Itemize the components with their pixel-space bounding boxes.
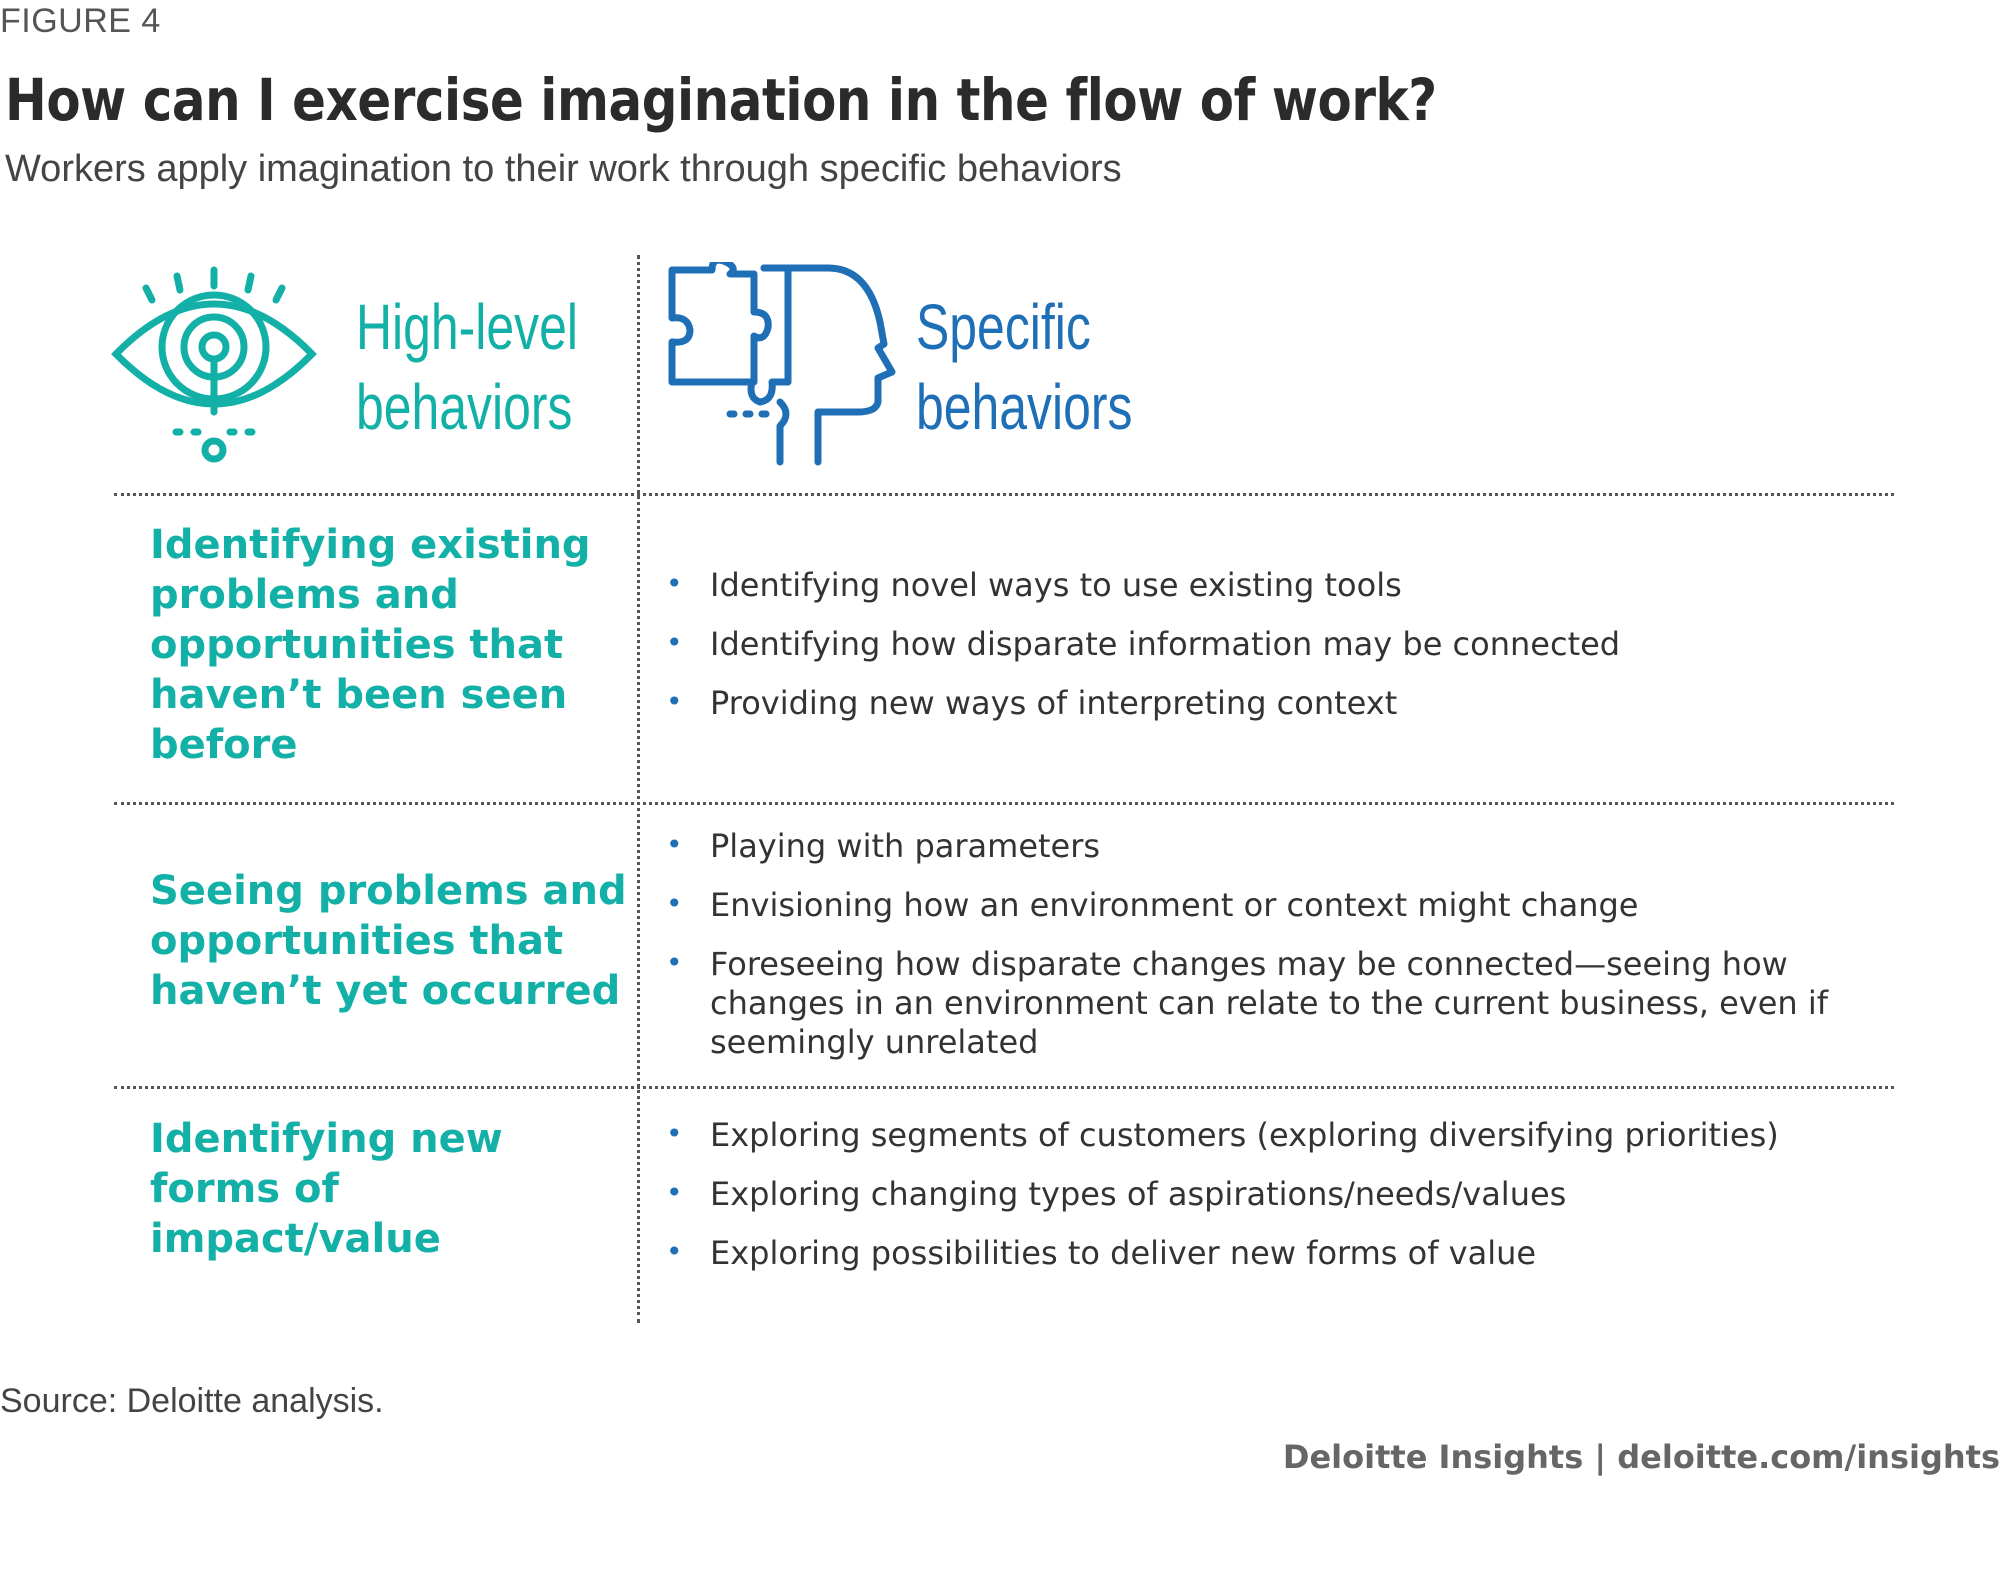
puzzle-head-icon bbox=[668, 262, 898, 472]
bullet-icon: • bbox=[666, 685, 683, 718]
bullet-text: Playing with parameters bbox=[710, 827, 1101, 865]
bullet-text: Foreseeing how disparate changes may be connected—seeing how changes in an environment can relate to the current business, even if seemingly unrelated bbox=[710, 945, 1829, 1061]
row-title-new-value: Identifying new forms of impact/value bbox=[150, 1116, 503, 1262]
list-item bbox=[666, 566, 1886, 605]
bullet-icon: • bbox=[666, 946, 683, 979]
list-item bbox=[666, 945, 1886, 1062]
high-level-header-line1: High-level bbox=[356, 291, 578, 363]
row-title-future-problems: Seeing problems and opportunities that haven’t yet occurred bbox=[150, 868, 627, 1014]
bullet-list bbox=[666, 566, 1886, 743]
row-divider bbox=[114, 493, 1894, 496]
footer-credit: Deloitte Insights | deloitte.com/insights bbox=[1282, 1438, 2000, 1476]
bullet-icon: • bbox=[666, 567, 683, 600]
specific-header-line1: Specific bbox=[916, 291, 1091, 363]
column-divider bbox=[637, 255, 640, 1323]
bullet-text: Identifying how disparate information may be connected bbox=[710, 625, 1621, 663]
bullet-list bbox=[666, 1116, 1886, 1293]
figure-label: FIGURE 4 bbox=[0, 2, 161, 40]
list-item bbox=[666, 1116, 1886, 1155]
bullet-icon: • bbox=[666, 626, 683, 659]
page-subtitle: Workers apply imagination to their work through specific behaviors bbox=[5, 148, 1122, 190]
list-item bbox=[666, 1234, 1886, 1273]
list-item bbox=[666, 625, 1886, 664]
bullet-text: Exploring changing types of aspirations/needs/values bbox=[710, 1175, 1567, 1213]
bullet-icon: • bbox=[666, 887, 683, 920]
list-item bbox=[666, 1175, 1886, 1214]
high-level-header-line2: behaviors bbox=[356, 371, 573, 443]
specific-header-line2: behaviors bbox=[916, 371, 1133, 443]
bullet-icon: • bbox=[666, 1235, 683, 1268]
bullet-text: Envisioning how an environment or context might change bbox=[710, 886, 1639, 924]
bullet-icon: • bbox=[666, 1176, 683, 1209]
specific-behaviors-header bbox=[916, 287, 1132, 447]
bullet-text: Exploring possibilities to deliver new forms of value bbox=[710, 1234, 1537, 1272]
list-item bbox=[666, 684, 1886, 723]
bullet-icon: • bbox=[666, 828, 683, 861]
list-item bbox=[666, 886, 1886, 925]
row-title-existing-problems: Identifying existing problems and opportunities that haven’t been seen before bbox=[150, 522, 591, 768]
bullet-list bbox=[666, 827, 1886, 1082]
source-note: Source: Deloitte analysis. bbox=[0, 1382, 384, 1420]
bullet-icon: • bbox=[666, 1117, 683, 1150]
high-level-behaviors-header bbox=[356, 287, 578, 447]
page-title: How can I exercise imagination in the flow of work? bbox=[5, 66, 1437, 134]
bullet-text: Identifying novel ways to use existing tools bbox=[710, 566, 1402, 604]
row-divider bbox=[114, 1086, 1894, 1089]
eye-question-icon bbox=[110, 262, 320, 472]
list-item bbox=[666, 827, 1886, 866]
row-divider bbox=[114, 802, 1894, 805]
bullet-text: Exploring segments of customers (exploring diversifying priorities) bbox=[710, 1116, 1779, 1154]
bullet-text: Providing new ways of interpreting context bbox=[710, 684, 1398, 722]
